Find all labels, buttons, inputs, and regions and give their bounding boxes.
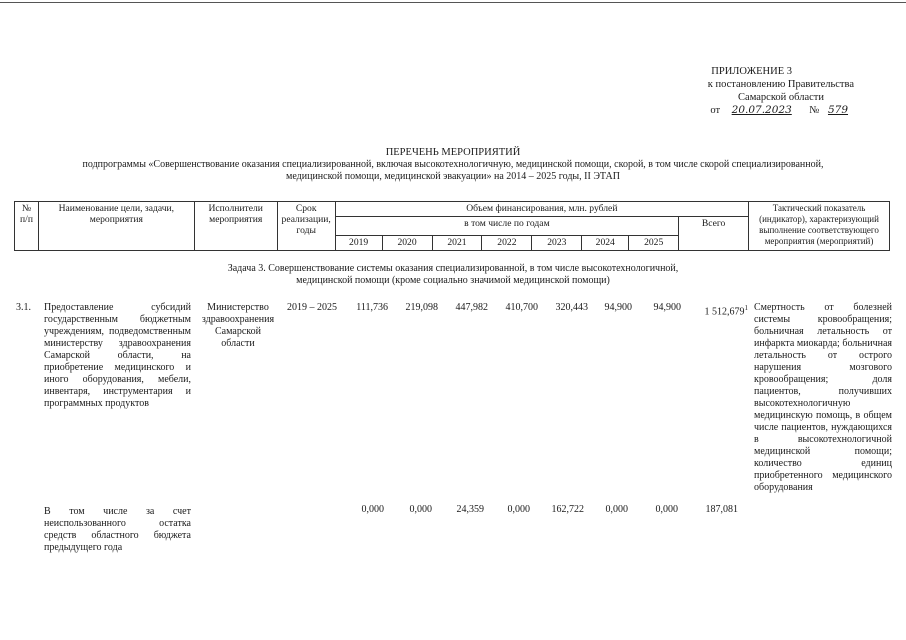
subrow-value-2019: 0,000 [361, 504, 384, 515]
row-value-2023: 320,443 [555, 302, 588, 313]
document-title: ПЕРЕЧЕНЬ МЕРОПРИЯТИЙ [385, 147, 521, 158]
subrow-value-2022: 0,000 [507, 504, 530, 515]
table-header [14, 201, 890, 251]
task-heading-line1: Задача 3. Совершенствование системы оказания специализированной, в том числе высокотехнологичной, [227, 263, 679, 274]
header-year: 2024 [582, 236, 629, 251]
appendix-region: Самарской области [738, 92, 824, 103]
header-total: Всего [679, 216, 749, 250]
row-value-2020: 219,098 [405, 302, 438, 313]
subrow-value-2021: 24,359 [456, 504, 484, 515]
row-term: 2019 – 2025 [287, 302, 337, 313]
appendix-date-line [634, 104, 854, 117]
row-value-2021: 447,982 [455, 302, 488, 313]
document-subtitle-line2: медицинской помощи, медицинской эвакуации» на 2014 – 2025 годы, II ЭТАП [286, 171, 620, 182]
appendix-number: 579 [827, 104, 849, 116]
appendix-number-label: № [809, 105, 820, 116]
row-value-2025: 94,900 [653, 302, 681, 313]
subrow-name: В том числе за счет неиспользованного остатка средств областного бюджета предыдущего года [44, 506, 191, 553]
subrow-total: 187,081 [705, 504, 738, 515]
header-executors: Исполнители мероприятия [194, 202, 277, 251]
appendix-date: 20.07.2023 [731, 104, 792, 116]
subrow-value-2025: 0,000 [655, 504, 678, 515]
row-value-2022: 410,700 [505, 302, 538, 313]
header-year: 2021 [432, 236, 482, 251]
row-value-2024: 94,900 [604, 302, 632, 313]
appendix-title: ПРИЛОЖЕНИЕ 3 [711, 66, 792, 77]
row-indicators: Смертность от болезней системы кровообращения; больничная летальность от инфаркта миокарда; больничная летальность от острого нарушения мозгового кровообращения; доля пациентов, получивших высокотехнологичную медицинскую помощь, в общем числе пациентов, нуждающихся в высокотехнологичной медицинской помощи; количество единиц приобретенного медицинского оборудования [754, 302, 892, 493]
row-total-value: 1 512,679 [704, 306, 745, 318]
row-name: Предоставление субсидий государственным бюджетным учреждениям, подведомственным министерству здравоохранения Самарской области, на приобретение медицинского и иного оборудования, мебели, инвентаря, инструментария и программных продуктов [44, 302, 191, 409]
row-value-2019: 111,736 [356, 302, 388, 313]
header-year: 2022 [482, 236, 532, 251]
header-name: Наименование цели, задачи, мероприятия [38, 202, 194, 251]
appendix-resolution: к постановлению Правительства [707, 79, 854, 90]
header-year: 2020 [382, 236, 432, 251]
subrow-value-2020: 0,000 [409, 504, 432, 515]
header-funding: Объем финансирования, млн. рублей [335, 202, 748, 217]
header-term: Срок реализации, годы [277, 202, 335, 251]
row-executor: Министерство здравоохранения Самарской области [201, 302, 275, 349]
subrow-value-2023: 162,722 [551, 504, 584, 515]
subrow-value-2024: 0,000 [605, 504, 628, 515]
document-subtitle-line1: подпрограммы «Совершенствование оказания специализированной, включая высокотехнологичную, медицинской помощи, скорой, в том числе скорой специализированной, [82, 159, 824, 170]
row-number: 3.1. [16, 302, 31, 313]
appendix-block [634, 65, 854, 117]
header-by-years: в том числе по годам [335, 216, 678, 236]
scan-top-border [0, 2, 906, 3]
appendix-from-label: от [710, 105, 721, 116]
row-total [682, 302, 748, 318]
row-total-footnote: 1 [744, 304, 748, 312]
header-year: 2019 [335, 236, 382, 251]
task-heading-line2: медицинской помощи (кроме социально значимой медицинской помощи) [296, 275, 610, 286]
header-indicator: Тактический показатель (индикатор), характеризующий выполнение соответствующего мероприятия (мероприятий) [749, 202, 890, 251]
header-num: № п/п [15, 202, 39, 251]
header-year: 2023 [532, 236, 582, 251]
header-year: 2025 [629, 236, 679, 251]
